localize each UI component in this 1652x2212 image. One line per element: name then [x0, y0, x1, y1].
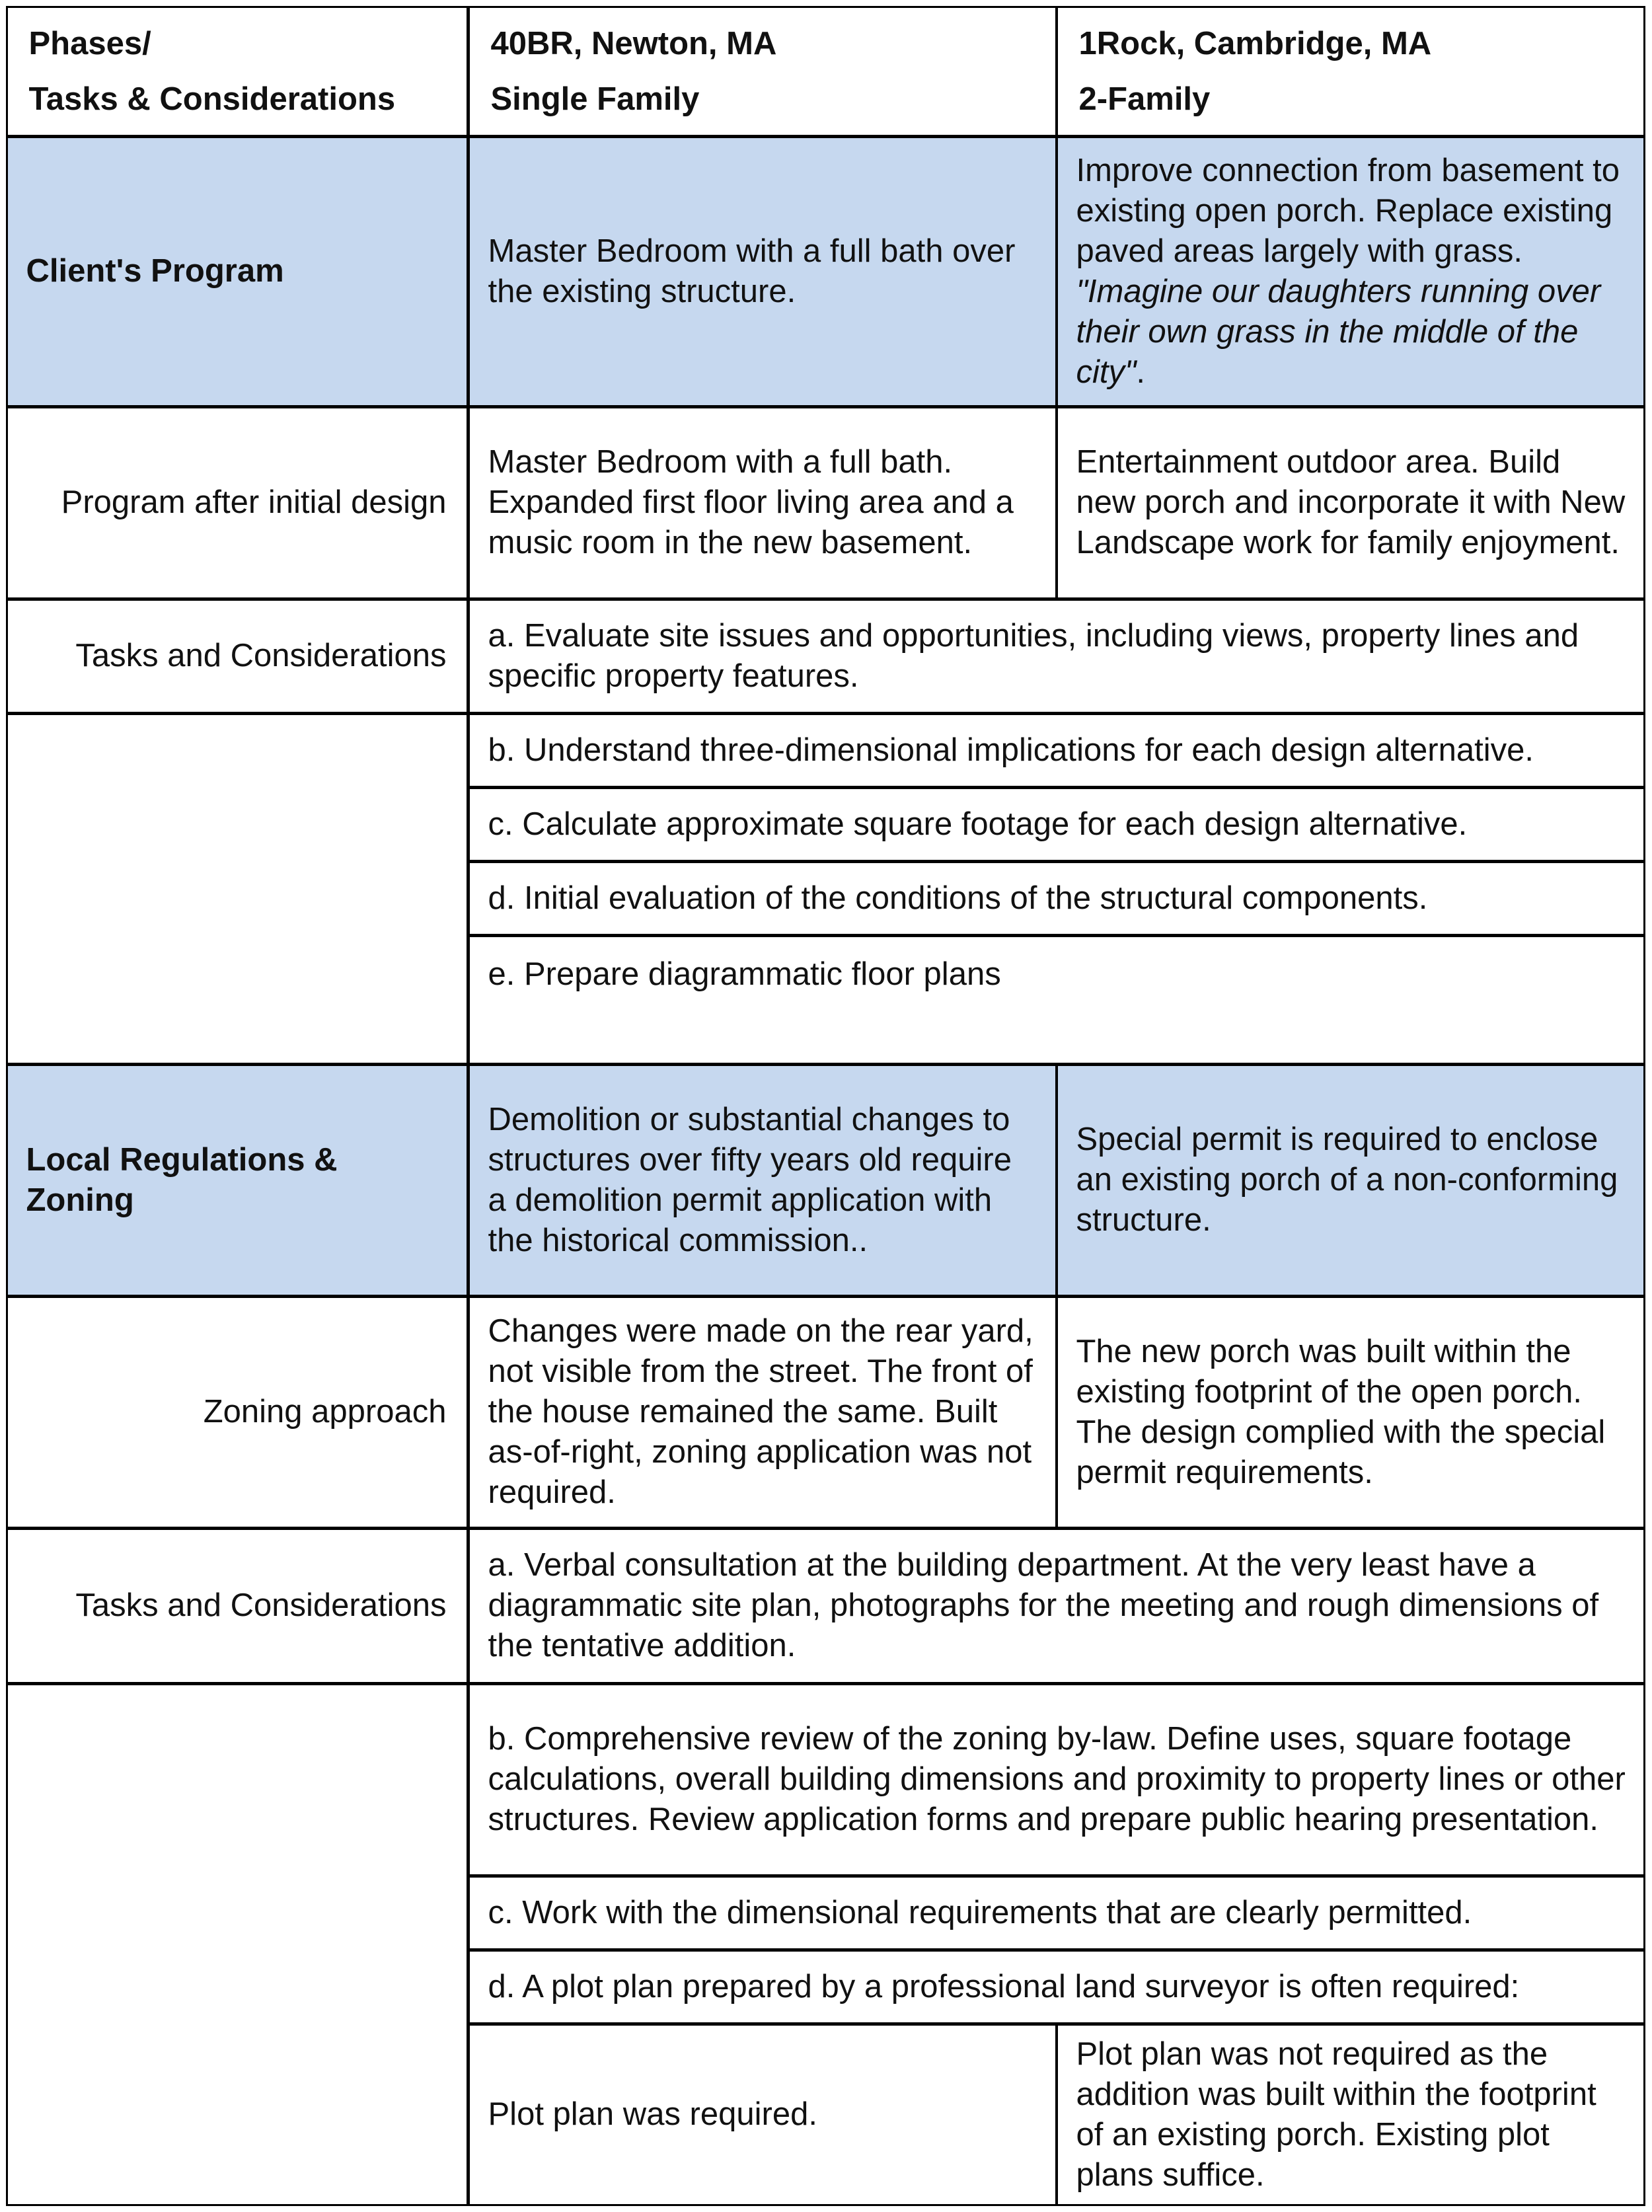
- local-regs-label: [6, 1064, 469, 1297]
- tasks2-item-c: [468, 1876, 1645, 1950]
- zoning-approach-label-text: Zoning approach: [203, 1394, 447, 1430]
- client-program-cambridge: [1056, 136, 1645, 407]
- local-regs-cambridge-text: Special permit is required to enclose an existing porch of a non-conforming structure.: [1076, 1122, 1618, 1238]
- header-col-newton: [468, 6, 1057, 137]
- zoning-approach-newton: [468, 1296, 1057, 1529]
- tasks2-item-d: [468, 1950, 1645, 2024]
- tasks1-item-d: [468, 861, 1645, 936]
- header-newton-line1: 40BR, Newton, MA: [490, 25, 777, 61]
- tasks1-label-spacer: [6, 713, 469, 1065]
- header-phases-line2: Tasks & Considerations: [28, 81, 396, 117]
- tasks1-item-e-text: e. Prepare diagrammatic floor plans: [488, 956, 1001, 992]
- client-program-cambridge-end: .: [1136, 354, 1146, 390]
- program-after-newton: [468, 406, 1057, 599]
- program-after-cambridge: [1056, 406, 1645, 599]
- tasks1-item-b: [468, 713, 1645, 788]
- local-regs-label-text: Local Regulations & Zoning: [26, 1141, 338, 1218]
- tasks2-plot-cambridge: [1056, 2024, 1645, 2206]
- local-regs-cambridge: [1056, 1064, 1645, 1297]
- header-newton-line2: Single Family: [490, 81, 700, 117]
- tasks1-item-c-text: c. Calculate approximate square footage for each design alternative.: [488, 806, 1468, 842]
- header-cambridge-line2: 2-Family: [1078, 81, 1211, 117]
- tasks2-plot-newton: [468, 2024, 1057, 2206]
- tasks2-label: [6, 1528, 469, 1684]
- local-regs-newton: [468, 1064, 1057, 1297]
- tasks2-item-d-text: d. A plot plan prepared by a professional land surveyor is often required:: [488, 1968, 1520, 2004]
- header-cambridge-line1: 1Rock, Cambridge, MA: [1078, 25, 1432, 61]
- tasks1-label: [6, 599, 469, 714]
- client-program-newton-text: Master Bedroom with a full bath over the existing structure.: [488, 233, 1016, 309]
- tasks2-item-a: [468, 1528, 1645, 1684]
- zoning-approach-newton-text: Changes were made on the rear yard, not visible from the street. The front of the house remained the same. Built as-of-right, zoning application was not required.: [488, 1313, 1033, 1510]
- client-program-label-text: Client's Program: [26, 253, 284, 289]
- tasks2-plot-newton-text: Plot plan was required.: [488, 2096, 817, 2132]
- program-after-cambridge-text: Entertainment outdoor area. Build new porch and incorporate it with New Landscape work for family enjoyment.: [1076, 444, 1626, 560]
- zoning-approach-cambridge-text: The new porch was built within the existing footprint of the open porch. The design complied with the special permit requirements.: [1076, 1333, 1606, 1490]
- zoning-approach-label: [6, 1296, 469, 1529]
- zoning-approach-cambridge: [1056, 1296, 1645, 1529]
- header-phases-line1: Phases/: [28, 25, 151, 61]
- tasks1-item-d-text: d. Initial evaluation of the conditions of the structural components.: [488, 880, 1428, 916]
- tasks2-item-a-text: a. Verbal consultation at the building department. At the very least have a diagrammatic site plan, photographs for the meeting and rough dimensions of the tentative addition.: [488, 1547, 1599, 1663]
- tasks1-item-b-text: b. Understand three-dimensional implications for each design alternative.: [488, 732, 1534, 768]
- program-after-newton-text: Master Bedroom with a full bath. Expanded first floor living area and a music room in the new basement.: [488, 444, 1014, 560]
- tasks2-plot-cambridge-text: Plot plan was not required as the addition was built within the footprint of an existing porch. Existing plot plans suffice.: [1076, 2036, 1596, 2193]
- tasks2-label-spacer: [6, 1683, 469, 2206]
- client-program-newton: [468, 136, 1057, 407]
- local-regs-newton-text: Demolition or substantial changes to structures over fifty years old require a demolition permit application with the historical commission..: [488, 1101, 1012, 1258]
- client-program-cambridge-text: [1058, 151, 1643, 393]
- tasks1-item-c: [468, 787, 1645, 862]
- tasks1-item-a: [468, 599, 1645, 714]
- client-program-cambridge-plain: Improve connection from basement to existing open porch. Replace existing paved areas largely with grass.: [1076, 152, 1620, 269]
- header-col-cambridge: [1056, 6, 1645, 137]
- program-after-label: [6, 406, 469, 599]
- client-program-cambridge-quote: "Imagine our daughters running over their own grass in the middle of the city": [1076, 273, 1601, 390]
- tasks2-item-b-text: b. Comprehensive review of the zoning by-law. Define uses, square footage calculations, overall building dimensions and proximity to property lines or other structures. Review application forms and prepare public hearing presentation.: [488, 1721, 1626, 1837]
- tasks1-item-e: [468, 935, 1645, 1065]
- program-after-label-text: Program after initial design: [61, 484, 447, 520]
- tasks1-item-a-text: a. Evaluate site issues and opportunities, including views, property lines and specific property features.: [488, 617, 1579, 694]
- tasks2-item-b: [468, 1683, 1645, 1876]
- tasks2-item-c-text: c. Work with the dimensional requirements that are clearly permitted.: [488, 1894, 1472, 1930]
- client-program-label: [6, 136, 469, 407]
- tasks2-label-text: Tasks and Considerations: [75, 1587, 447, 1623]
- header-col-phases: [6, 6, 469, 137]
- tasks1-label-text: Tasks and Considerations: [75, 638, 447, 673]
